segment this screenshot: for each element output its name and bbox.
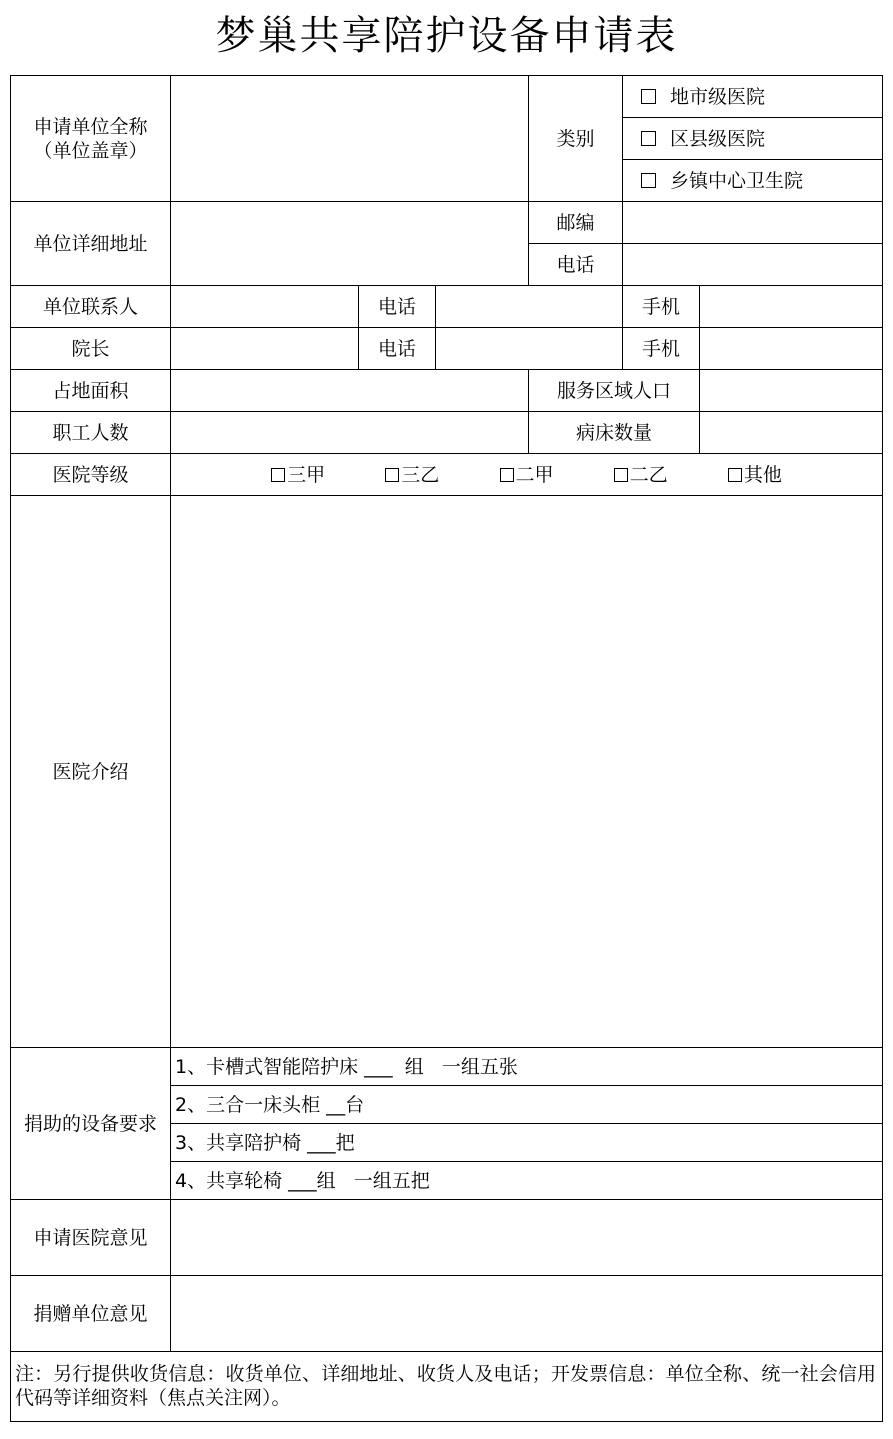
equipment-item[interactable]: 2、三合一床头柜 __台 <box>171 1086 883 1124</box>
donor-opinion-field[interactable] <box>171 1276 883 1352</box>
category-label: 类别 <box>529 76 623 202</box>
footnote: 注：另行提供收货信息：收货单位、详细地址、收货人及电话；开发票信息：单位全称、统一社会信用代码等详细资料（焦点关注网）。 <box>11 1352 883 1422</box>
grade-option-label: 其他 <box>743 463 782 486</box>
service-population-label: 服务区域人口 <box>529 370 700 412</box>
grade-option-other[interactable] <box>728 463 782 487</box>
category-option-label: 地市级医院 <box>670 85 766 108</box>
dean-mobile-label: 手机 <box>623 328 700 370</box>
bed-count-label: 病床数量 <box>529 412 700 454</box>
grade-option-label: 二乙 <box>629 463 668 486</box>
grade-option-3b[interactable] <box>385 463 439 487</box>
applicant-name-text: 申请单位全称 <box>33 115 148 138</box>
applicant-opinion-field[interactable] <box>171 1200 883 1276</box>
contact-phone-label: 电话 <box>359 286 436 328</box>
dean-phone-field[interactable] <box>436 328 623 370</box>
area-label: 占地面积 <box>11 370 171 412</box>
application-form <box>10 75 883 1422</box>
donor-opinion-label: 捐赠单位意见 <box>11 1276 171 1352</box>
applicant-opinion-label: 申请医院意见 <box>11 1200 171 1276</box>
equipment-req-label: 捐助的设备要求 <box>11 1048 171 1200</box>
applicant-seal-text: （单位盖章） <box>33 139 148 162</box>
form-title: 梦巢共享陪护设备申请表 <box>215 13 678 59</box>
category-option-city[interactable] <box>623 76 883 118</box>
address-label: 单位详细地址 <box>11 202 171 286</box>
hospital-grade-label: 医院等级 <box>11 454 171 496</box>
contact-field[interactable] <box>171 286 359 328</box>
checkbox-icon[interactable] <box>614 468 628 482</box>
service-population-field[interactable] <box>700 370 883 412</box>
postcode-field[interactable] <box>623 202 883 244</box>
dean-field[interactable] <box>171 328 359 370</box>
grade-option-label: 三乙 <box>401 463 440 486</box>
grade-option-label: 二甲 <box>515 463 554 486</box>
postcode-label: 邮编 <box>529 202 623 244</box>
category-option-label: 乡镇中心卫生院 <box>670 169 804 192</box>
checkbox-icon[interactable] <box>500 468 514 482</box>
grade-option-3a[interactable] <box>271 463 325 487</box>
checkbox-icon[interactable] <box>641 89 656 104</box>
phone-field[interactable] <box>623 244 883 286</box>
grade-option-label: 三甲 <box>287 463 326 486</box>
dean-phone-label: 电话 <box>359 328 436 370</box>
phone-label: 电话 <box>529 244 623 286</box>
contact-label: 单位联系人 <box>11 286 171 328</box>
address-field[interactable] <box>171 202 529 286</box>
hospital-intro-label: 医院介绍 <box>11 496 171 1048</box>
staff-count-label: 职工人数 <box>11 412 171 454</box>
checkbox-icon[interactable] <box>385 468 399 482</box>
applicant-name-field[interactable] <box>171 76 529 202</box>
contact-mobile-label: 手机 <box>623 286 700 328</box>
equipment-item[interactable]: 3、共享陪护椅 ___把 <box>171 1124 883 1162</box>
area-field[interactable] <box>171 370 529 412</box>
grade-option-2b[interactable] <box>614 463 668 487</box>
category-option-county[interactable] <box>623 118 883 160</box>
checkbox-icon[interactable] <box>728 468 742 482</box>
hospital-intro-field[interactable] <box>171 496 883 1048</box>
bed-count-field[interactable] <box>700 412 883 454</box>
dean-label: 院长 <box>11 328 171 370</box>
applicant-name-label <box>11 76 171 202</box>
grade-option-2a[interactable] <box>500 463 554 487</box>
category-option-township[interactable] <box>623 160 883 202</box>
staff-count-field[interactable] <box>171 412 529 454</box>
equipment-item[interactable]: 4、共享轮椅 ___组 一组五把 <box>171 1162 883 1200</box>
hospital-grade-options <box>171 454 883 496</box>
equipment-item[interactable]: 1、卡槽式智能陪护床 ___ 组 一组五张 <box>171 1048 883 1086</box>
checkbox-icon[interactable] <box>641 131 656 146</box>
contact-mobile-field[interactable] <box>700 286 883 328</box>
checkbox-icon[interactable] <box>641 173 656 188</box>
dean-mobile-field[interactable] <box>700 328 883 370</box>
contact-phone-field[interactable] <box>436 286 623 328</box>
category-option-label: 区县级医院 <box>670 127 766 150</box>
checkbox-icon[interactable] <box>271 468 285 482</box>
